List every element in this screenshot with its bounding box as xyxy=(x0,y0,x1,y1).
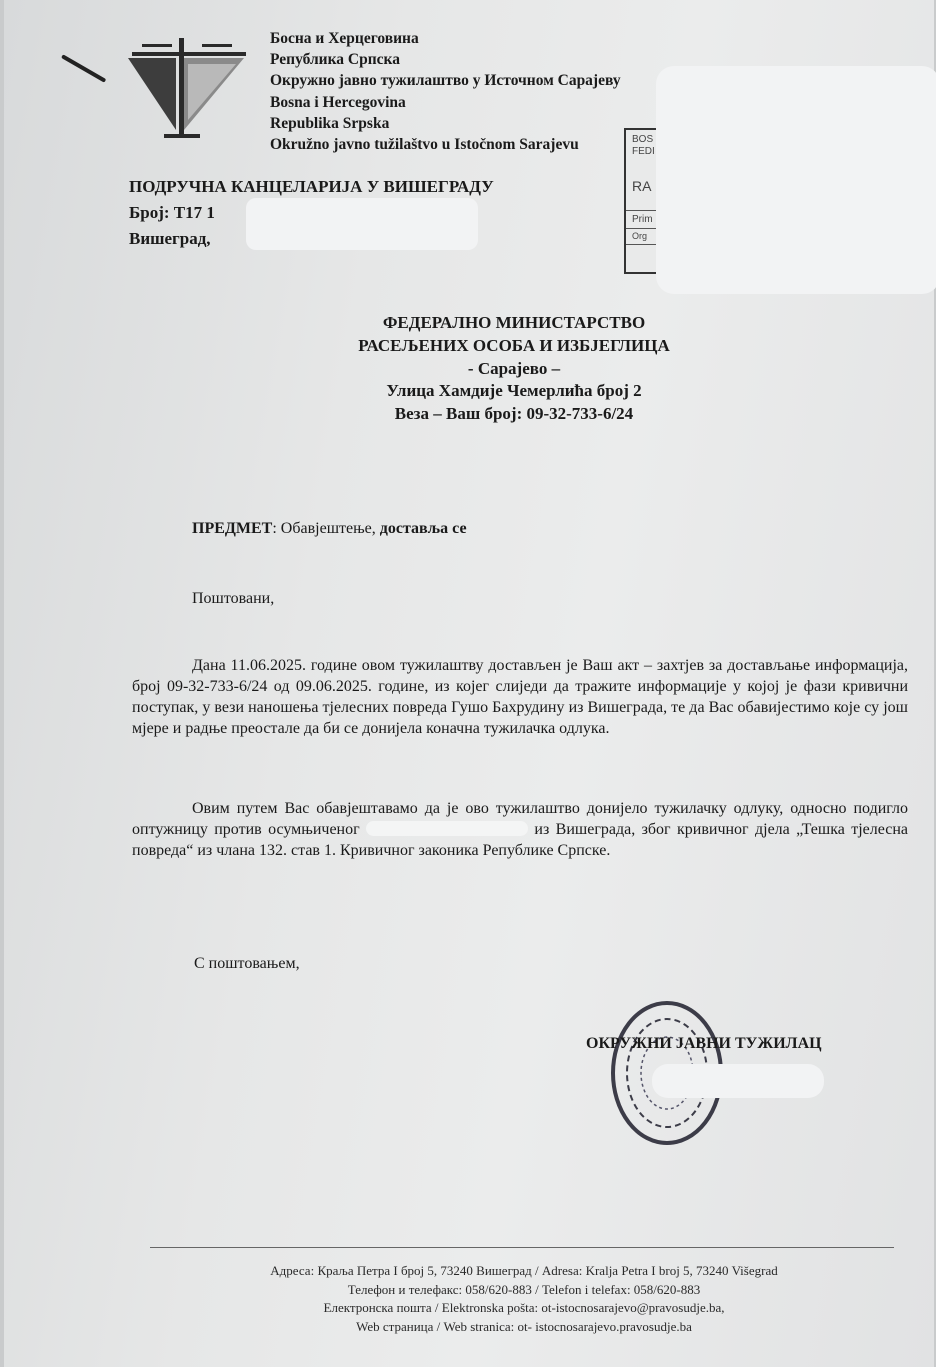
stamp-text: FEDI xyxy=(632,146,655,157)
recipient-line: Улица Хамдије Чемерлића број 2 xyxy=(386,381,642,401)
footer-divider xyxy=(150,1247,894,1248)
redacted-name xyxy=(366,821,528,836)
pen-stroke-mark xyxy=(61,54,106,82)
recipient-line: ФЕДЕРАЛНО МИНИСТАРСТВО xyxy=(382,313,646,332)
paragraph-text: Овим путем Вас обавјештавамо да је ово тужилаштво донијело тужилачку одлуку, односно подигло оптужницу против осумњиченог xyxy=(132,800,908,838)
institution-header xyxy=(270,28,621,155)
header-line: Okružno javno tužilaštvo u Istočnom Sarajevu xyxy=(270,135,579,153)
header-line: Окружно јавно тужилаштво у Источном Сарајеву xyxy=(270,72,621,90)
header-line: Bosna i Hercegovina xyxy=(270,93,406,111)
stamp-text: BOS xyxy=(632,134,654,145)
redaction-block xyxy=(652,1064,824,1098)
subject-label: ПРЕДМЕТ xyxy=(192,520,273,537)
footer-address: Адреса: Краља Петра I број 5, 73240 Вишеград / Adresa: Kralja Petra I broj 5, 73240 Višegrad xyxy=(270,1263,778,1278)
redaction-block xyxy=(656,66,936,294)
office-place: Вишеград, xyxy=(129,229,211,248)
footer-web: Web страница / Web stranica: ot- istocnosarajevo.pravosudje.ba xyxy=(356,1318,692,1334)
subject-text: : Обавјештење, xyxy=(272,520,380,537)
footer xyxy=(154,1262,894,1336)
subject-line xyxy=(192,520,467,538)
recipient-line: РАСЕЉЕНИХ ОСОБА И ИЗБЈЕГЛИЦА xyxy=(358,335,670,355)
recipient-line: Веза – Ваш број: 09-32-733-6/24 xyxy=(394,404,634,424)
header-line: Republika Srpska xyxy=(270,114,390,132)
reference-number: Број: Т17 1 xyxy=(129,203,215,222)
stamp-text: Prim xyxy=(632,214,653,225)
prosecutor-logo-icon xyxy=(124,34,252,142)
paragraph-text: из Вишеграда, због кривичног дјела „Тешка тјелесна повреда“ из члана 132. став 1. Кривичног законика Републике Српске. xyxy=(132,821,908,859)
office-name: ПОДРУЧНА КАНЦЕЛАРИЈА У ВИШЕГРАДУ xyxy=(129,177,494,196)
footer-phone: Телефон и телефакс: 058/620-883 / Telefon i telefax: 058/620-883 xyxy=(347,1281,701,1297)
stamp-text: RA xyxy=(632,178,652,194)
recipient-line: - Сарајево – xyxy=(467,358,561,378)
footer-email: Електронска пошта / Elektronska pošta: ot-istocnosarajevo@pravosudje.ba, xyxy=(323,1300,725,1315)
signer-title: ОКРУЖНИ ЈАВНИ ТУЖИЛАЦ xyxy=(586,1035,822,1052)
closing: С поштовањем, xyxy=(194,955,300,972)
body-paragraph-2 xyxy=(132,798,908,861)
header-line: Босна и Херцеговина xyxy=(270,30,419,47)
document-page xyxy=(4,0,934,1367)
body-paragraph-1: Дана 11.06.2025. године овом тужилаштву достављен је Ваш акт – захтјев за достављање информација, број 09-32-733-6/24 од 09.06.2025. године, из којег слиједи да тражите информације у којој је фази кривични поступак, у вези наношења тјелесних повреда Гушо Бахрудину из Вишеграда, те да Вас обавијестимо које су још мјере и радње преостале да би се донијела коначна тужилачка одлука. xyxy=(132,657,908,737)
subject-suffix: доставља се xyxy=(379,520,467,537)
recipient-address xyxy=(240,312,788,426)
greeting: Поштовани, xyxy=(192,590,275,607)
redaction-block xyxy=(246,198,478,250)
header-line: Република Српска xyxy=(270,51,401,69)
stamp-text: Org xyxy=(632,231,648,241)
